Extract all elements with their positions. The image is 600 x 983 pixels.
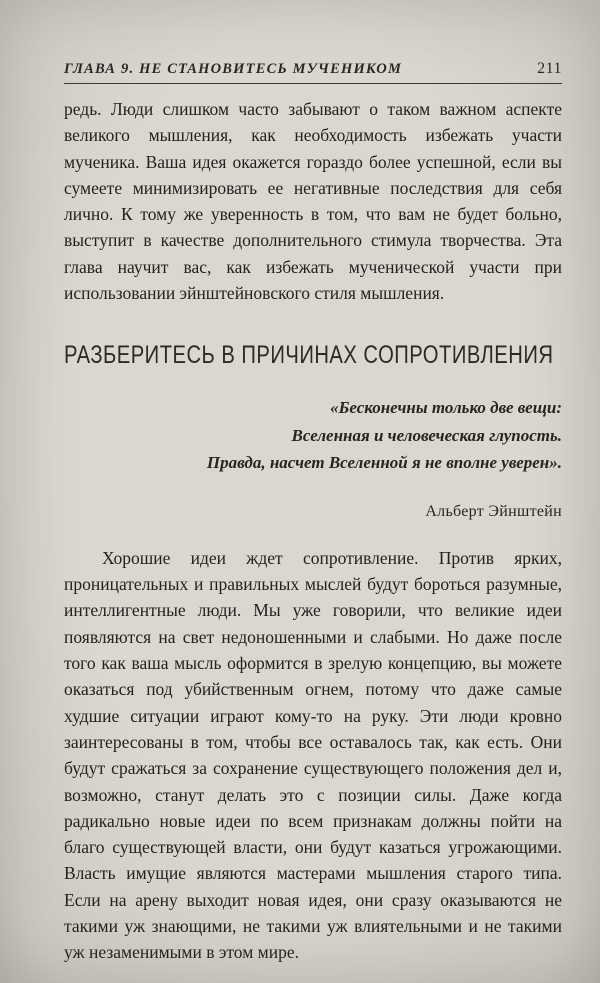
epigraph bbox=[64, 394, 562, 521]
section-heading: РАЗБЕРИТЕСЬ В ПРИЧИНАХ СОПРОТИВЛЕНИЯ bbox=[64, 340, 554, 369]
page-number: 211 bbox=[537, 60, 562, 77]
paragraph-main: Хорошие идеи ждет сопротивление. Против ярких, проницательных и правильных мыслей будут бороться разумные, интеллигентные люди. Мы уже говорили, что великие идеи появляются на свет недоношенными и слабыми. Но даже после того как ваша мысль оформится в зрелую концепцию, вы можете оказаться под убийственным огнем, потому что даже самые худшие ситуации играют кому-то на руку. Эти люди кровно заинтересованы в том, чтобы все оставалось так, как есть. Они будут сражаться за сохранение существующего положения дел и, возможно, станут делать это с позиции силы. Даже когда радикально новые идеи по всем признакам должны пойти на благо существующей власти, они будут казаться угрожающими. Власть имущие являются мастерами мышления старого типа. Если на арену выходит новая идея, они сразу оказываются не такими уж знающими, не такими уж влиятельными и не такими уж незаменимыми в этом мире. bbox=[64, 547, 562, 963]
epigraph-line: «Бесконечны только две вещи: bbox=[330, 398, 562, 418]
epigraph-line: Правда, насчет Вселенной я не вполне уверен». bbox=[206, 453, 562, 473]
paragraph-continuation: редь. Люди слишком часто забывают о таком важном аспекте великого мышления, как необходимость избежать участи мученика. Ваша идея окажется гораздо более успешной, если вы сумеете минимизировать ее негативные последствия для себя лично. К тому же уверенность в том, что вам не будет больно, выступит в качестве дополнительного стимула творчества. Эта глава научит вас, как избежать мученической участи при использовании эйнштейновского стиля мышления. bbox=[64, 99, 562, 304]
header-rule bbox=[64, 83, 562, 84]
chapter-title: ГЛАВА 9. НЕ СТАНОВИТЕСЬ МУЧЕНИКОМ bbox=[64, 61, 403, 77]
running-head bbox=[64, 60, 562, 78]
epigraph-attribution: Альберт Эйнштейн bbox=[425, 502, 562, 520]
epigraph-line: Вселенная и человеческая глупость. bbox=[291, 425, 562, 445]
